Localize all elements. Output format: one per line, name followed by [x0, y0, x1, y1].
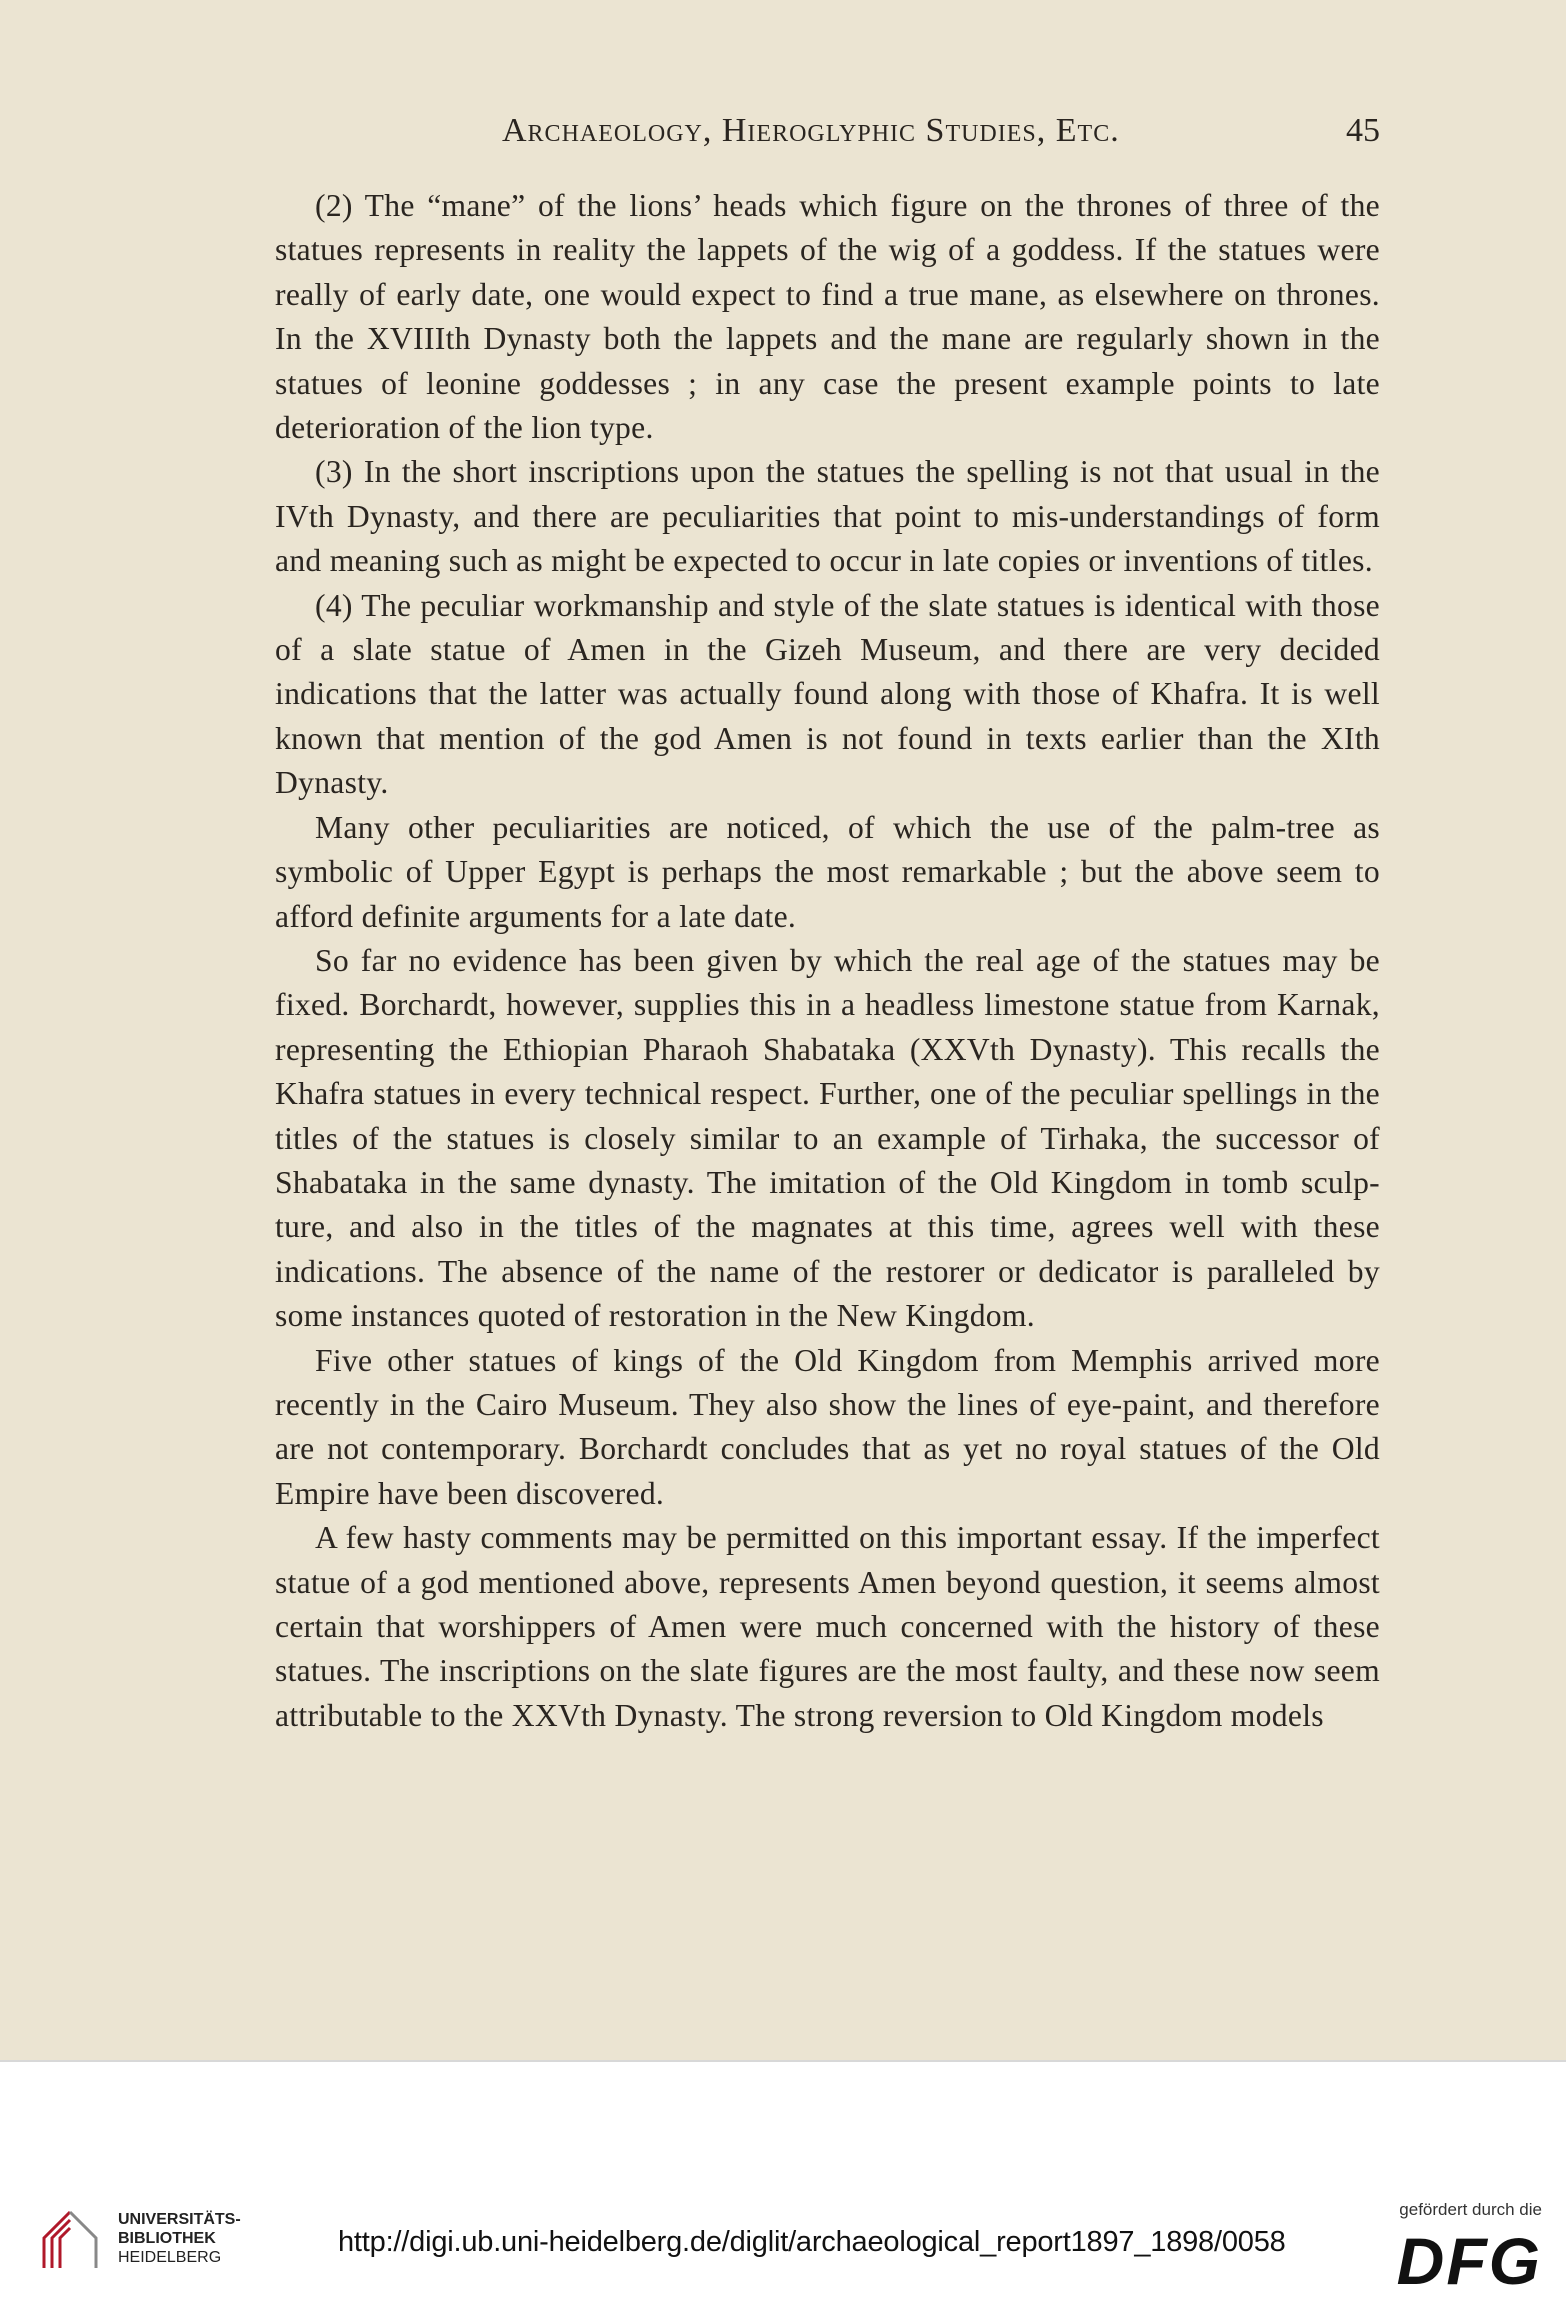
university-library-logo-icon: [40, 2208, 100, 2272]
footer-divider: [0, 2060, 1566, 2062]
paragraph: Five other statues of kings of the Old Kingdom from Memphis arrived more recently in the Cairo Museum. They also show the lines of eye-paint, and therefore are not contemporary. Borchardt concludes that as yet no royal statues of the Old Empire have been discovered.: [275, 1342, 1380, 1511]
permalink-url[interactable]: http://digi.ub.uni-heidelberg.de/diglit/archaeological_report1897_1898/0058: [338, 2226, 1286, 2258]
paragraph: A few hasty comments may be permitted on this important essay. If the imperfect statue of a god mentioned above, represents Amen beyond question, it seems almost certain that worshippers of Amen were much concerned with the history of these statues. The inscriptions on the slate figures are the most faulty, and these now seem attributable to the XXVth Dynasty. The strong reversion to Old Kingdom models: [275, 1520, 1380, 1733]
page-number: 45: [1346, 112, 1380, 149]
library-name-line: BIBLIOTHEK: [118, 2230, 216, 2247]
dfg-logo: DFG: [1396, 2224, 1542, 2298]
paragraph: Many other peculiarities are noticed, of which the use of the palm-tree as symbolic of Upper Egypt is perhaps the most remarkable ; but the above seem to afford definite arguments for a late date.: [275, 809, 1380, 934]
page-header: [275, 112, 1380, 162]
library-name-line: HEIDELBERG: [118, 2249, 222, 2266]
paragraph: (2) The “mane” of the lions’ heads which figure on the thrones of three of the statues represents in reality the lappets of the wig of a goddess. If the statues were really of early date, one would expect to find a true mane, as elsewhere on thrones. In the XVIIIth Dynasty both the lappets and the mane are regularly shown in the statues of leonine goddesses ; in any case the present example points to late deterioration of the lion type.: [275, 188, 1380, 446]
paragraph: (3) In the short inscriptions upon the statues the spelling is not that usual in the IVth Dynasty, and there are peculiarities that point to mis-understandings of form and meaning such as might be expected to occur in late copies or inventions of titles.: [275, 454, 1380, 579]
paragraph: So far no evidence has been given by which the real age of the statues may be fixed. Borchardt, however, supplies this in a headless limestone statue from Karnak, representing the Ethiopian Pharaoh Shabataka (XXVth Dynasty). This recalls the Khafra statues in every technical respect. Further, one of the peculiar spellings in the titles of the statues is closely similar to an example of Tirhaka, the successor of Shabataka in the same dynasty. The imitation of the Old Kingdom in tomb sculp-ture, and also in the titles of the magnates at this time, agrees well with these indications. The absence of the name of the restorer or dedicator is paralleled by some instances quoted of restoration in the New Kingdom.: [275, 942, 1380, 1334]
body-text: [275, 184, 1380, 1738]
running-title: Archaeology, Hieroglyphic Studies, Etc.: [502, 112, 1120, 149]
funded-by-label: gefördert durch die: [1399, 2200, 1542, 2219]
library-name-line: UNIVERSITÄTS-: [118, 2211, 241, 2228]
library-name: [118, 2210, 241, 2267]
paragraph: (4) The peculiar workmanship and style of the slate statues is identical with those of a slate statue of Amen in the Gizeh Museum, and there are very decided indications that the latter was actually found along with those of Khafra. It is well known that mention of the god Amen is not found in texts earlier than the XIth Dynasty.: [275, 587, 1380, 801]
digitization-footer: [0, 2060, 1566, 2312]
